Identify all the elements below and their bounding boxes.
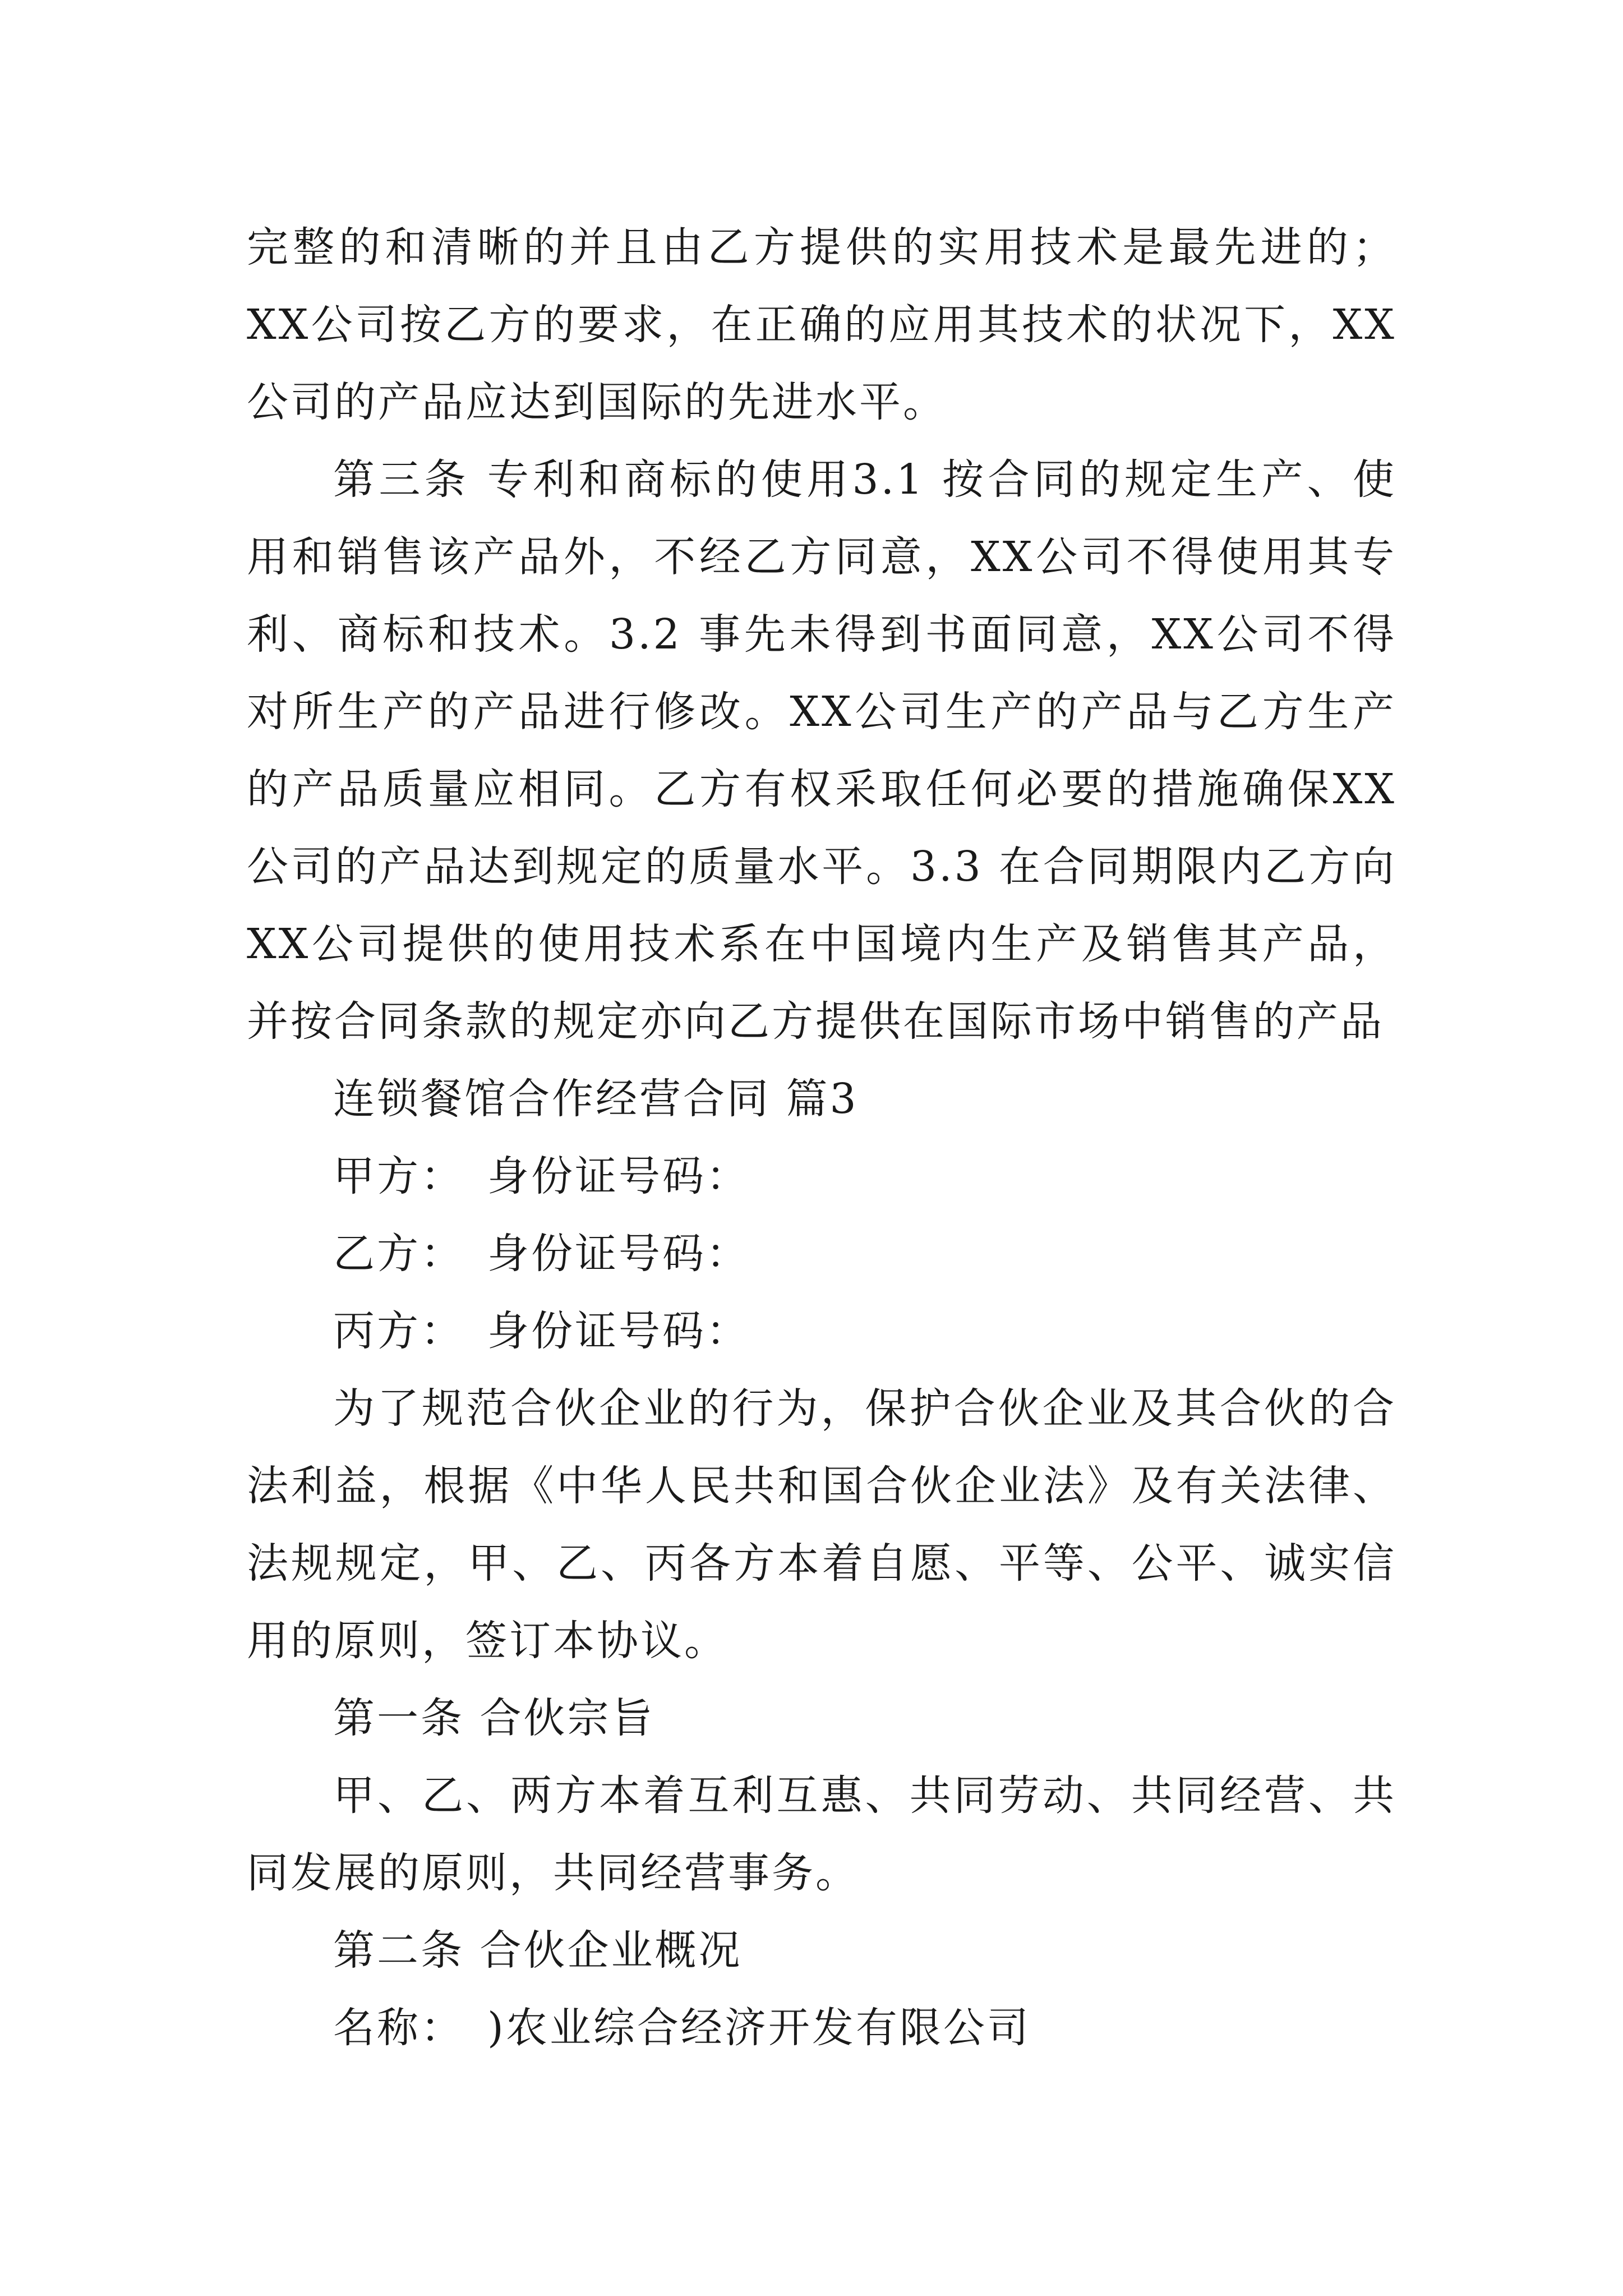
party-b-line: 乙方： 身份证号码： <box>333 1230 750 1278</box>
paragraph-article-3-patents-trademarks: 第三条 专利和商标的使用3.1 按合同的规定生产、使用和销售该产品外，不经乙方同意，XX公司不得使用其专利、商标和技术。3.2 事先未得到书面同意，XX公司不得对所生产的产品进行修改。XX公司生产的产品与乙方生产的产品质量应相同。乙方有权采取任何必要的措施确保XX公司的产品达到规定的质量水平。3.3 在合同期限内乙方向XX公司提供的使用技术系在中国境内生产及销售其产品，并按合同条款的规定亦向乙方提供在国际市场中销售的产品 <box>247 455 1396 1046</box>
article-1-heading: 第一条 合伙宗旨 <box>333 1694 655 1742</box>
document-body <box>247 209 1396 2067</box>
contract-title: 连锁餐馆合作经营合同 篇3 <box>333 1075 859 1123</box>
company-name-line: 名称： )农业综合经济开发有限公司 <box>333 2004 1031 2052</box>
paragraph-preamble: 为了规范合伙企业的行为，保护合伙企业及其合伙的合法利益，根据《中华人民共和国合伙企业法》及有关法律、法规规定，甲、乙、丙各方本着自愿、平等、公平、诚实信用的原则，签订本协议。 <box>247 1384 1396 1665</box>
article-2-heading: 第二条 合伙企业概况 <box>333 1926 743 1975</box>
party-a-line: 甲方： 身份证号码： <box>333 1152 750 1200</box>
paragraph-intro-continued: 完整的和清晰的并且由乙方提供的实用技术是最先进的；XX公司按乙方的要求，在正确的应用其技术的状况下，XX公司的产品应达到国际的先进水平。 <box>247 223 1396 426</box>
paragraph-article-1-body: 甲、乙、两方本着互利互惠、共同劳动、共同经营、共同发展的原则，共同经营事务。 <box>247 1772 1396 1897</box>
party-c-line: 丙方： 身份证号码： <box>333 1307 750 1355</box>
